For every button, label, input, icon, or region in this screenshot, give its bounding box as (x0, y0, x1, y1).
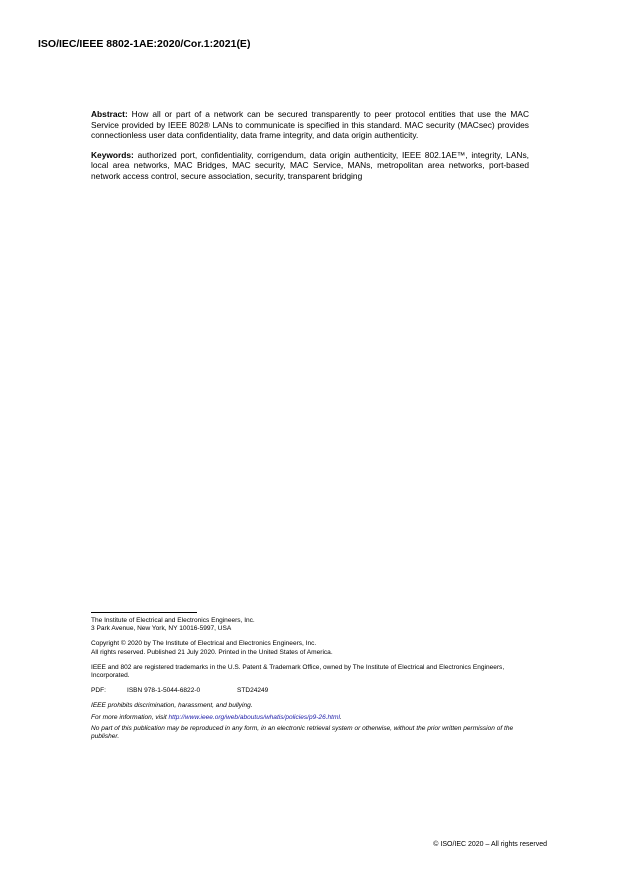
copyright-block (91, 640, 531, 656)
document-id: ISO/IEC/IEEE 8802-1AE:2020/Cor.1:2021(E) (38, 38, 251, 50)
more-info-prefix: For more information, visit (91, 713, 169, 721)
publisher-block (91, 617, 531, 633)
keywords-label: Keywords: (91, 149, 134, 160)
footnote-divider (91, 612, 197, 613)
abstract-paragraph (91, 109, 529, 141)
page-copyright: © ISO/IEC 2020 – All rights reserved (433, 841, 547, 848)
abstract-label: Abstract: (91, 109, 128, 119)
more-info-suffix: . (339, 713, 342, 721)
pdf-std: STD24249 (237, 687, 269, 695)
rights-line: All rights reserved. Published 21 July 2020. Printed in the United States of America. (91, 648, 333, 656)
policy-notice: IEEE prohibits discrimination, harassment, and bullying. (91, 702, 253, 710)
keywords-text: authorized port, confidentiality, corrigendum, data origin authenticity, IEEE 802.1AE™, integrity, LANs, local area networks, MAC Bridges, MAC security, MAC Service, MANs, metropolitan area networks, port-based network access control, secure association, security, transparent bridging (91, 149, 529, 181)
abstract-section (91, 109, 529, 182)
pdf-isbn: ISBN 978-1-5044-6822-0 (127, 687, 201, 695)
pdf-info (91, 687, 531, 695)
pdf-label: PDF: (91, 687, 106, 695)
publisher-name: The Institute of Electrical and Electronics Engineers, Inc. (91, 617, 255, 624)
trademark-notice: IEEE and 802 are registered trademarks in the U.S. Patent & Trademark Office, owned by The Institute of Electrical and Electronics Engineers, Incorporated. (91, 663, 505, 680)
copyright-line: Copyright © 2020 by The Institute of Electrical and Electronics Engineers, Inc. (91, 640, 317, 648)
policy-link[interactable]: http://www.ieee.org/web/aboutus/whatis/policies/p9-26.html (168, 713, 340, 721)
keywords-paragraph (91, 150, 529, 182)
more-info-line (91, 714, 531, 722)
publisher-address: 3 Park Avenue, New York, NY 10016-5997, USA (91, 625, 232, 633)
publication-footer (91, 617, 531, 748)
abstract-text: How all or part of a network can be secured transparently to peer protocol entities that use the MAC Service provided by IEEE 802® LANs to communicate is specified in this standard. MAC security (MACsec) provides connectionless user data confidentiality, data frame integrity, and data origin authenticity. (91, 109, 529, 141)
reproduction-notice: No part of this publication may be reproduced in any form, in an electronic retrieval system or otherwise, without the prior written permission of the publisher. (91, 724, 514, 741)
